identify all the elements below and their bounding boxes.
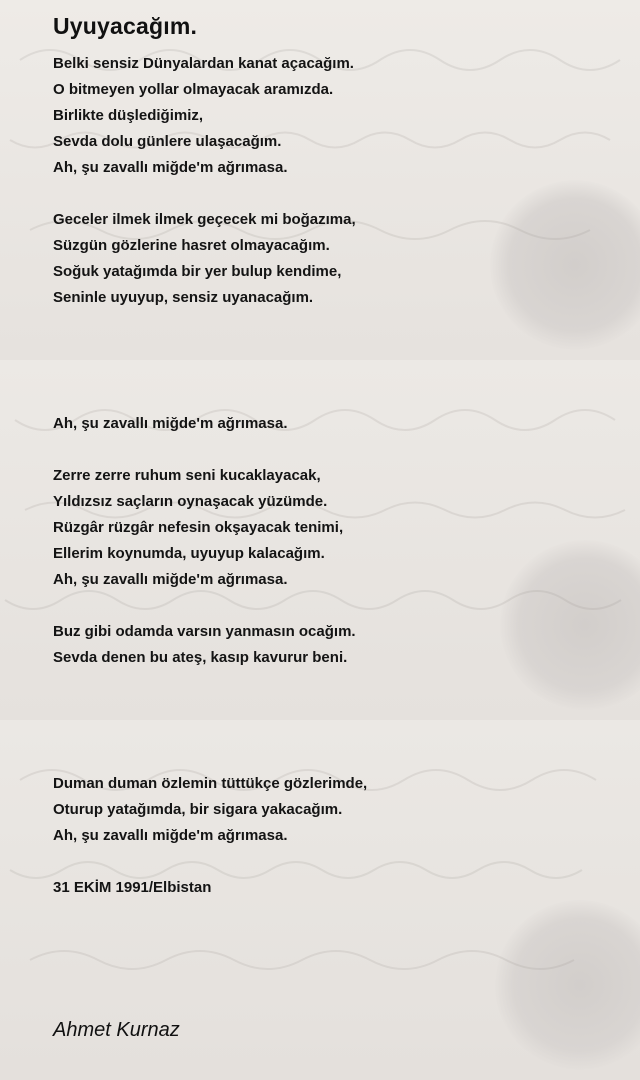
poem-line: Yıldızsız saçların oynaşacak yüzümde. (53, 493, 328, 510)
poem-line: Ah, şu zavallı miğde'm ağrımasa. (53, 159, 288, 176)
poem-stanza-1 (53, 51, 354, 181)
poem-line: Sevda dolu günlere ulaşacağım. (53, 133, 282, 150)
poem-line: Ellerim koynumda, uyuyup kalacağım. (53, 545, 325, 562)
poem-stanza-6 (53, 771, 367, 849)
poem-stanza-3 (53, 411, 288, 437)
poem-line: Geceler ilmek ilmek geçecek mi boğazıma, (53, 211, 356, 228)
poem-stanza-5 (53, 619, 356, 671)
poem-line: Ah, şu zavallı miğde'm ağrımasa. (53, 827, 288, 844)
poem-line: Buz gibi odamda varsın yanmasın ocağım. (53, 623, 356, 640)
poem-line: Birlikte düşlediğimiz, (53, 107, 204, 124)
poem-line: Belki sensiz Dünyalardan kanat açacağım. (53, 55, 354, 72)
poem-line: Rüzgâr rüzgâr nefesin okşayacak tenimi, (53, 519, 344, 536)
poem-line: O bitmeyen yollar olmayacak aramızda. (53, 81, 334, 98)
poem-date-place (53, 875, 211, 901)
poem-line: Zerre zerre ruhum seni kucaklayacak, (53, 467, 321, 484)
poem-stanza-4 (53, 463, 343, 593)
poem-stanza-2 (53, 207, 356, 311)
poem-line: Süzgün gözlerine hasret olmayacağım. (53, 237, 330, 254)
poem-line: Soğuk yatağımda bir yer bulup kendime, (53, 263, 342, 280)
poem-line: Duman duman özlemin tüttükçe gözlerimde, (53, 775, 368, 792)
poem-line: Oturup yatağımda, bir sigara yakacağım. (53, 801, 343, 818)
poem-author: Ahmet Kurnaz (53, 1019, 180, 1041)
poem-title: Uyuyacağım. (53, 13, 198, 39)
poem-line: Ah, şu zavallı miğde'm ağrımasa. (53, 415, 288, 432)
poem-line: Sevda denen bu ateş, kasıp kavurur beni. (53, 649, 348, 666)
poem-line: Ah, şu zavallı miğde'm ağrımasa. (53, 571, 288, 588)
poem-line: Seninle uyuyup, sensiz uyanacağım. (53, 289, 314, 306)
poem-line: 31 EKİM 1991/Elbistan (53, 879, 212, 896)
